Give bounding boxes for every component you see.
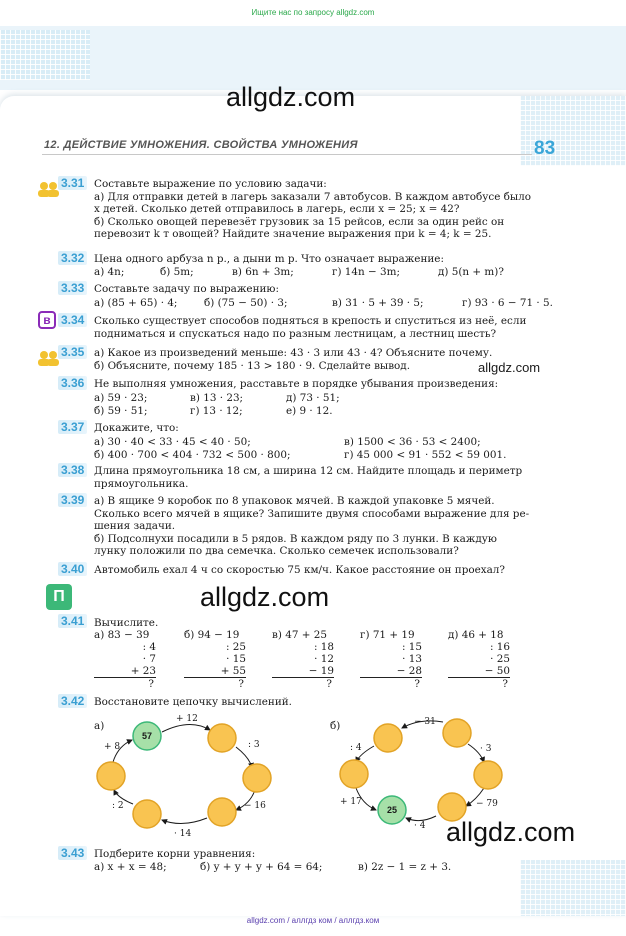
task-line: прямоугольника. bbox=[94, 477, 189, 490]
calc-op: : 18 bbox=[313, 641, 334, 653]
chain-op: · 14 bbox=[174, 829, 192, 839]
option: в) 6n + 3m; bbox=[232, 266, 294, 278]
top-band bbox=[0, 26, 626, 90]
chain-op: : 2 bbox=[112, 801, 124, 811]
calc-label: г) bbox=[360, 629, 370, 641]
chain-a bbox=[97, 714, 271, 839]
calc-start-value: 47 + 25 bbox=[285, 629, 327, 641]
calc-start bbox=[448, 629, 510, 641]
page-number: 83 bbox=[534, 138, 556, 159]
watermark: allgdz.com bbox=[200, 582, 330, 612]
footer-links[interactable]: allgdz.com / аллгдз ком / аллгдз.ком bbox=[246, 916, 380, 925]
chain-arrow bbox=[162, 724, 210, 732]
option: е) 9 · 12. bbox=[286, 405, 333, 417]
calc-start bbox=[94, 629, 156, 641]
task-line: лунку положили по два семечка. Сколько семечек использовали? bbox=[94, 545, 459, 558]
chain-op: + 17 bbox=[340, 797, 362, 807]
chain-start-value: 57 bbox=[141, 731, 153, 741]
task-line: б) Сколько овощей перевезёт грузовик за 15 рейсов, если за один рейс он bbox=[94, 215, 505, 228]
task-line: Длина прямоугольника 18 см, а ширина 12 см. Найдите площадь и периметр bbox=[94, 465, 523, 477]
calc-op: : 15 bbox=[401, 641, 422, 653]
task-number: 3.36 bbox=[58, 376, 87, 390]
group-work-icon bbox=[36, 181, 60, 197]
calc-op: − 19 bbox=[272, 665, 334, 678]
task-line: а) Какое из произведений меньше: 43 · 3 или 43 · 4? Объясните почему. bbox=[94, 347, 493, 359]
calc-result: ? bbox=[414, 678, 420, 690]
task-line: Восстановите цепочку вычислений. bbox=[94, 696, 292, 708]
task-line: Цена одного арбуза n р., а дыни m р. Что означает выражение: bbox=[94, 253, 444, 265]
calc-column bbox=[360, 629, 422, 690]
section-p-icon: П bbox=[46, 584, 72, 610]
task-number: 3.31 bbox=[58, 176, 87, 190]
chain-empty-circle[interactable] bbox=[133, 800, 161, 828]
calc-start bbox=[184, 629, 246, 641]
option: г) 13 · 12; bbox=[190, 405, 243, 417]
chain-op: : 4 bbox=[350, 743, 362, 753]
calc-column bbox=[448, 629, 510, 690]
option: в) 13 · 23; bbox=[190, 392, 244, 404]
calc-start bbox=[360, 629, 422, 641]
option: б) y + y + y + 64 = 64; bbox=[200, 861, 323, 873]
chain-op: − 31 bbox=[414, 717, 436, 727]
calc-op: + 55 bbox=[184, 665, 246, 678]
chain-empty-circle[interactable] bbox=[243, 764, 271, 792]
header-divider bbox=[42, 154, 532, 155]
task-line: шения задачи. bbox=[94, 520, 176, 533]
calc-start-value: 83 − 39 bbox=[107, 629, 150, 641]
task-number: 3.41 bbox=[58, 614, 87, 628]
task-line: x детей. Сколько детей отправилось в лагерь, если x = 25; x = 42? bbox=[94, 203, 460, 216]
calc-op: : 16 bbox=[489, 641, 510, 653]
chain-arrow bbox=[406, 816, 436, 821]
task-line: а) В ящике 9 коробок по 8 упаковок мячей. В каждой упаковке 5 мячей. bbox=[94, 495, 495, 507]
task-line: Составьте выражение по условию задачи: bbox=[94, 178, 327, 190]
top-link[interactable]: Ищите нас по запросу allgdz.com bbox=[251, 8, 375, 17]
chain-empty-circle[interactable] bbox=[97, 762, 125, 790]
option: а) x + x = 48; bbox=[94, 861, 167, 873]
calc-op: : 4 bbox=[142, 641, 156, 653]
calc-result: ? bbox=[148, 678, 154, 690]
calc-start bbox=[272, 629, 334, 641]
option: б) 5m; bbox=[160, 266, 194, 278]
calc-op: · 15 bbox=[226, 653, 246, 665]
task-line: Сколько существует способов подняться в крепость и спуститься из неё, если bbox=[94, 315, 527, 327]
task-line: Подберите корни уравнения: bbox=[94, 848, 256, 860]
calc-op: + 23 bbox=[94, 665, 156, 678]
option: б) 400 · 700 < 404 · 732 < 500 · 800; bbox=[94, 449, 291, 461]
chain-empty-circle[interactable] bbox=[374, 724, 402, 752]
chain-op: : 3 bbox=[248, 740, 260, 750]
calc-op: · 25 bbox=[490, 653, 510, 665]
calc-label: а) bbox=[94, 629, 105, 641]
chapter-header: 12. ДЕЙСТВИЕ УМНОЖЕНИЯ. СВОЙСТВА УМНОЖЕНИЯ bbox=[44, 139, 358, 151]
difficulty-badge-icon: в bbox=[38, 311, 56, 329]
calc-label: д) bbox=[448, 629, 459, 641]
calc-label: б) bbox=[184, 629, 195, 641]
calc-label: в) bbox=[272, 629, 282, 641]
option: а) (85 + 65) · 4; bbox=[94, 297, 178, 309]
task-line: Автомобиль ехал 4 ч со скоростью 75 км/ч. Какое расстояние он проехал? bbox=[94, 564, 505, 576]
chain-empty-circle[interactable] bbox=[208, 724, 236, 752]
option: б) 59 · 51; bbox=[94, 405, 148, 417]
option: в) 2z − 1 = z + 3. bbox=[358, 861, 452, 873]
calc-start-value: 46 + 18 bbox=[461, 629, 504, 641]
task-line: б) Подсолнухи посадили в 5 рядов. В каждом ряду по 3 лунки. В каждую bbox=[94, 532, 497, 545]
chain-empty-circle[interactable] bbox=[474, 761, 502, 789]
calc-op: · 13 bbox=[402, 653, 422, 665]
option: а) 30 · 40 < 33 · 45 < 40 · 50; bbox=[94, 436, 251, 448]
task-line: б) Объясните, почему 185 · 13 > 180 · 9. Сделайте вывод. bbox=[94, 359, 411, 372]
calc-column bbox=[184, 629, 246, 690]
chain-arrow bbox=[162, 818, 207, 824]
calc-op: · 12 bbox=[314, 653, 334, 665]
task-line: а) Для отправки детей в лагерь заказали 7 автобусов. В каждом автобусе было bbox=[94, 190, 532, 203]
task-line: Сколько всего мячей в ящике? Запишите двумя способами выражение для ре- bbox=[94, 507, 530, 520]
calc-op: · 7 bbox=[142, 653, 156, 665]
chain-b bbox=[340, 717, 502, 831]
task-line: Составьте задачу по выражению: bbox=[94, 283, 279, 295]
task-number: 3.40 bbox=[58, 562, 87, 576]
task-number: 3.42 bbox=[58, 694, 87, 708]
chain-op: · 3 bbox=[480, 744, 492, 754]
calc-column bbox=[272, 629, 334, 690]
option: д) 73 · 51; bbox=[286, 392, 340, 404]
option: г) 93 · 6 − 71 · 5. bbox=[462, 297, 553, 309]
option: г) 45 000 < 91 · 552 < 59 001. bbox=[344, 449, 507, 461]
task-line: подниматься и спускаться надо по разным лестницам, а лестниц шесть? bbox=[94, 327, 497, 340]
watermark: allgdz.com bbox=[478, 360, 541, 375]
task-number: 3.32 bbox=[58, 251, 87, 265]
option: д) 5(n + m)? bbox=[438, 266, 504, 278]
task-number: 3.43 bbox=[58, 846, 87, 860]
option: а) 59 · 23; bbox=[94, 392, 148, 404]
chain-op: + 12 bbox=[176, 714, 198, 724]
task-number: 3.34 bbox=[58, 313, 87, 327]
chain-arrow bbox=[236, 747, 252, 768]
option: г) 14n − 3m; bbox=[332, 266, 400, 278]
chain-op: − 79 bbox=[476, 799, 498, 809]
chain-op: − 16 bbox=[244, 801, 266, 811]
calc-column bbox=[94, 629, 156, 690]
calc-result: ? bbox=[502, 678, 508, 690]
bottom-grid-decoration bbox=[520, 860, 626, 916]
task-number: 3.35 bbox=[58, 345, 87, 359]
calc-op: − 50 bbox=[448, 665, 510, 678]
watermark: allgdz.com bbox=[226, 82, 356, 112]
option: в) 31 · 5 + 39 · 5; bbox=[332, 297, 424, 309]
chain-empty-circle[interactable] bbox=[208, 798, 236, 826]
option: б) (75 − 50) · 3; bbox=[204, 297, 288, 309]
task-number: 3.33 bbox=[58, 281, 87, 295]
chain-label: б) bbox=[330, 720, 341, 732]
chain-op: · 4 bbox=[414, 821, 426, 831]
chain-empty-circle[interactable] bbox=[340, 760, 368, 788]
top-grid-decoration bbox=[0, 30, 90, 80]
calc-op: − 28 bbox=[360, 665, 422, 678]
calc-op: : 25 bbox=[225, 641, 246, 653]
watermark: allgdz.com bbox=[446, 817, 576, 847]
chain-empty-circle[interactable] bbox=[443, 719, 471, 747]
task-number: 3.38 bbox=[58, 463, 87, 477]
calc-result: ? bbox=[238, 678, 244, 690]
calc-result: ? bbox=[326, 678, 332, 690]
chain-op: + 8 bbox=[104, 742, 121, 752]
task-line: перевозит k т овощей? Найдите значение выражения при k = 4; k = 25. bbox=[94, 228, 492, 241]
task-number: 3.37 bbox=[58, 420, 87, 434]
option: в) 1500 < 36 · 53 < 2400; bbox=[344, 436, 481, 448]
task-line: Докажите, что: bbox=[94, 422, 179, 434]
option: а) 4n; bbox=[94, 266, 125, 278]
calc-start-value: 94 − 19 bbox=[197, 629, 240, 641]
task-line: Вычислите. bbox=[94, 617, 159, 629]
group-work-icon bbox=[36, 350, 60, 366]
chain-start-value: 25 bbox=[386, 805, 398, 815]
task-line: Не выполняя умножения, расставьте в порядке убывания произведения: bbox=[94, 378, 499, 390]
calc-start-value: 71 + 19 bbox=[372, 629, 415, 641]
task-number: 3.39 bbox=[58, 493, 87, 507]
chain-label: а) bbox=[94, 720, 105, 732]
